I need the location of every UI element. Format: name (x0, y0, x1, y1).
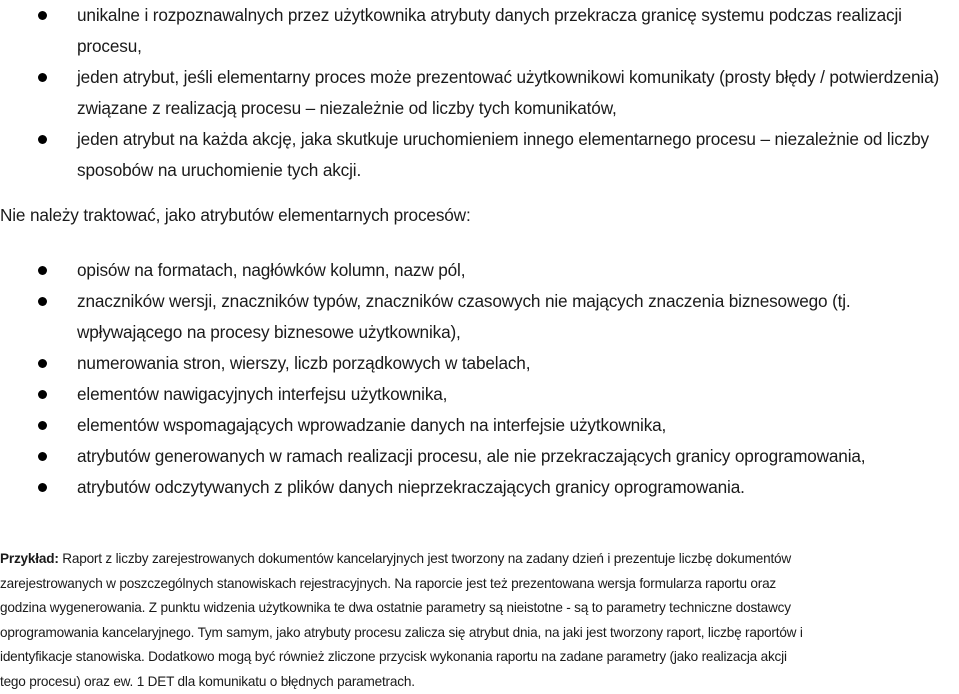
list-item-text: atrybutów generowanych w ramach realizacji procesu, ale nie przekraczających granicy oprogramowania, (77, 446, 865, 466)
example-line-text: Raport z liczby zarejestrowanych dokumentów kancelaryjnych jest tworzony na zadany dzień i prezentuje liczbę dokumentów (62, 551, 791, 566)
bullet-dot-icon (38, 73, 47, 82)
list-item (0, 472, 959, 503)
bullet-dot-icon (38, 266, 47, 275)
bullet-dot-icon (38, 359, 47, 368)
list-item (0, 379, 959, 410)
list-item (0, 0, 959, 62)
list-item (0, 286, 959, 348)
exclusions-list (0, 255, 959, 503)
bullet-dot-icon (38, 135, 47, 144)
attribute-rules-list (0, 0, 959, 186)
list-item-text: elementów nawigacyjnych interfejsu użytkownika, (77, 384, 447, 404)
bullet-dot-icon (38, 483, 47, 492)
bullet-dot-icon (38, 390, 47, 399)
example-line: identyfikacje stanowiska. Dodatkowo mogą być również zliczone przycisk wykonania raportu na zadane parametry (jako realizacja akcji (0, 645, 959, 670)
example-paragraph (0, 547, 959, 694)
example-line: oprogramowania kancelaryjnego. Tym samym, jako atrybuty procesu zalicza się atrybut dnia, na jaki jest tworzony raport, liczbę raportów i (0, 621, 959, 646)
list-item (0, 348, 959, 379)
example-label: Przykład: (0, 551, 59, 566)
list-item-text: elementów wspomagających wprowadzanie danych na interfejsie użytkownika, (77, 415, 666, 435)
list-item-text: znaczników wersji, znaczników typów, znaczników czasowych nie mających znaczenia biznesowego (tj. wpływającego na procesy biznesowe użytkownika), (77, 291, 851, 342)
list-item (0, 255, 959, 286)
example-line: zarejestrowanych w poszczególnych stanowiskach rejestracyjnych. Na raporcie jest też prezentowana wersja formularza raportu oraz (0, 572, 959, 597)
bullet-dot-icon (38, 421, 47, 430)
list-item-text: numerowania stron, wierszy, liczb porządkowych w tabelach, (77, 353, 530, 373)
list-item (0, 441, 959, 472)
list-item (0, 410, 959, 441)
list-item-text: unikalne i rozpoznawalnych przez użytkownika atrybuty danych przekracza granicę systemu podczas realizacji procesu, (77, 5, 902, 56)
list-item (0, 124, 959, 186)
list-item-text: atrybutów odczytywanych z plików danych nieprzekraczających granicy oprogramowania. (77, 477, 745, 497)
example-line: godzina wygenerowania. Z punktu widzenia użytkownika te dwa ostatnie parametry są nieistotne - są to parametry techniczne dostawcy (0, 596, 959, 621)
list-item-text: jeden atrybut na każda akcję, jaka skutkuje uruchomieniem innego elementarnego procesu – niezależnie od liczby sposobów na uruchomienie tych akcji. (77, 129, 929, 180)
bullet-dot-icon (38, 11, 47, 20)
bullet-dot-icon (38, 297, 47, 306)
exclusions-intro: Nie należy traktować, jako atrybutów elementarnych procesów: (0, 201, 471, 229)
example-line: tego procesu) oraz ew. 1 DET dla komunikatu o błędnych parametrach. (0, 670, 959, 694)
list-item (0, 62, 959, 124)
list-item-text: jeden atrybut, jeśli elementarny proces może prezentować użytkownikowi komunikaty (prosty błędy / potwierdzenia) związane z realizacją procesu – niezależnie od liczby tych komunikatów, (77, 67, 939, 118)
list-item-text: opisów na formatach, nagłówków kolumn, nazw pól, (77, 260, 465, 280)
bullet-dot-icon (38, 452, 47, 461)
example-line (0, 547, 959, 572)
